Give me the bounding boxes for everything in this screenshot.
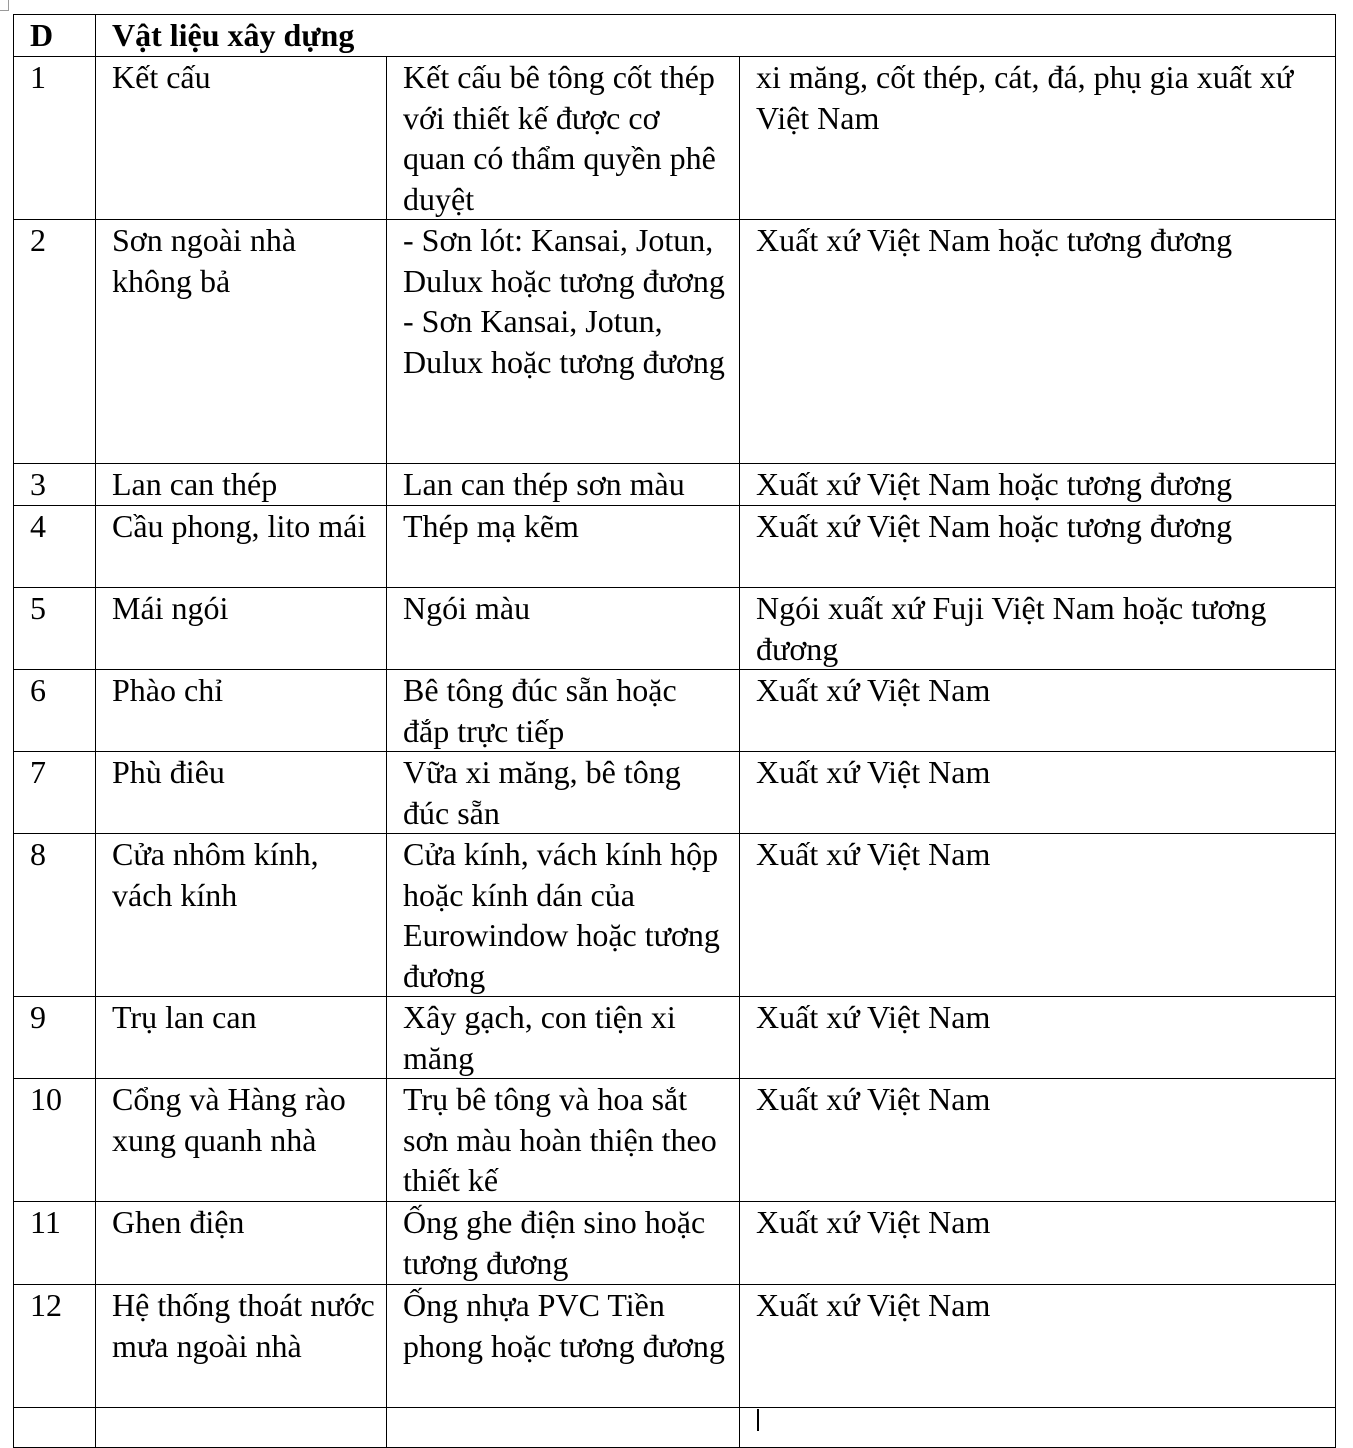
row-number[interactable]: 3 bbox=[14, 464, 96, 506]
row-number[interactable]: 11 bbox=[14, 1202, 96, 1285]
row-material[interactable]: Cửa kính, vách kính hộp hoặc kính dán của Eurowindow hoặc tương đương bbox=[387, 834, 740, 997]
row-item[interactable]: Mái ngói bbox=[96, 588, 387, 670]
header-section-title[interactable]: Vật liệu xây dựng bbox=[96, 15, 1336, 57]
row-number[interactable]: 1 bbox=[14, 57, 96, 220]
row-material[interactable]: Bê tông đúc sẵn hoặc đắp trực tiếp bbox=[387, 670, 740, 752]
table-header-row bbox=[14, 15, 1336, 57]
header-section-code[interactable]: D bbox=[14, 15, 96, 57]
row-item[interactable]: Phù điêu bbox=[96, 752, 387, 834]
row-origin[interactable]: Ngói xuất xứ Fuji Việt Nam hoặc tương đương bbox=[740, 588, 1336, 670]
row-material[interactable]: Trụ bê tông và hoa sắt sơn màu hoàn thiện theo thiết kế bbox=[387, 1079, 740, 1202]
table-row bbox=[14, 57, 1336, 220]
row-item[interactable]: Cổng và Hàng rào xung quanh nhà bbox=[96, 1079, 387, 1202]
row-origin[interactable]: Xuất xứ Việt Nam hoặc tương đương bbox=[740, 464, 1336, 506]
row-number[interactable]: 6 bbox=[14, 670, 96, 752]
table-row bbox=[14, 834, 1336, 997]
text-cursor bbox=[757, 1409, 759, 1431]
row-number[interactable]: 5 bbox=[14, 588, 96, 670]
row-number[interactable]: 4 bbox=[14, 506, 96, 588]
row-material[interactable]: Ống nhựa PVC Tiền phong hoặc tương đương bbox=[387, 1285, 740, 1408]
table-row bbox=[14, 997, 1336, 1079]
row-material[interactable]: Ống ghe điện sino hoặc tương đương bbox=[387, 1202, 740, 1285]
table-row bbox=[14, 464, 1336, 506]
table-row bbox=[14, 670, 1336, 752]
empty-cell[interactable] bbox=[96, 1408, 387, 1448]
row-item[interactable]: Trụ lan can bbox=[96, 997, 387, 1079]
page-corner-marker bbox=[0, 0, 9, 11]
row-item[interactable]: Lan can thép bbox=[96, 464, 387, 506]
row-material[interactable]: Thép mạ kẽm bbox=[387, 506, 740, 588]
row-origin[interactable]: Xuất xứ Việt Nam bbox=[740, 670, 1336, 752]
row-origin[interactable]: Xuất xứ Việt Nam bbox=[740, 834, 1336, 997]
row-item[interactable]: Cầu phong, lito mái bbox=[96, 506, 387, 588]
table-row bbox=[14, 506, 1336, 588]
material-line: - Sơn Kansai, Jotun, Dulux hoặc tương đương bbox=[403, 303, 725, 380]
row-origin[interactable]: Xuất xứ Việt Nam bbox=[740, 1079, 1336, 1202]
row-material[interactable]: Lan can thép sơn màu bbox=[387, 464, 740, 506]
table-row bbox=[14, 1285, 1336, 1408]
row-item[interactable]: Sơn ngoài nhà không bả bbox=[96, 220, 387, 464]
row-number[interactable]: 10 bbox=[14, 1079, 96, 1202]
row-number[interactable]: 9 bbox=[14, 997, 96, 1079]
row-item[interactable]: Phào chỉ bbox=[96, 670, 387, 752]
material-line: - Sơn lót: Kansai, Jotun, Dulux hoặc tương đương bbox=[403, 222, 725, 299]
table-row bbox=[14, 588, 1336, 670]
row-origin[interactable]: Xuất xứ Việt Nam bbox=[740, 1202, 1336, 1285]
row-item[interactable]: Kết cấu bbox=[96, 57, 387, 220]
table-row bbox=[14, 752, 1336, 834]
row-origin[interactable]: xi măng, cốt thép, cát, đá, phụ gia xuất xứ Việt Nam bbox=[740, 57, 1336, 220]
empty-cell[interactable] bbox=[740, 1408, 1336, 1448]
row-origin[interactable]: Xuất xứ Việt Nam bbox=[740, 997, 1336, 1079]
row-origin[interactable]: Xuất xứ Việt Nam hoặc tương đương bbox=[740, 220, 1336, 464]
row-item[interactable]: Cửa nhôm kính, vách kính bbox=[96, 834, 387, 997]
table-row-empty bbox=[14, 1408, 1336, 1448]
row-number[interactable]: 7 bbox=[14, 752, 96, 834]
row-origin[interactable]: Xuất xứ Việt Nam bbox=[740, 1285, 1336, 1408]
row-material[interactable] bbox=[387, 220, 740, 464]
row-item[interactable]: Ghen điện bbox=[96, 1202, 387, 1285]
table-row bbox=[14, 220, 1336, 464]
row-material[interactable]: Vữa xi măng, bê tông đúc sẵn bbox=[387, 752, 740, 834]
row-material[interactable]: Xây gạch, con tiện xi măng bbox=[387, 997, 740, 1079]
row-origin[interactable]: Xuất xứ Việt Nam bbox=[740, 752, 1336, 834]
row-number[interactable]: 2 bbox=[14, 220, 96, 464]
empty-cell[interactable] bbox=[387, 1408, 740, 1448]
table-row bbox=[14, 1202, 1336, 1285]
row-number[interactable]: 8 bbox=[14, 834, 96, 997]
row-origin[interactable]: Xuất xứ Việt Nam hoặc tương đương bbox=[740, 506, 1336, 588]
row-material[interactable]: Kết cấu bê tông cốt thép với thiết kế được cơ quan có thẩm quyền phê duyệt bbox=[387, 57, 740, 220]
row-item[interactable]: Hệ thống thoát nước mưa ngoài nhà bbox=[96, 1285, 387, 1408]
row-number[interactable]: 12 bbox=[14, 1285, 96, 1408]
row-material[interactable]: Ngói màu bbox=[387, 588, 740, 670]
materials-table bbox=[13, 14, 1336, 1448]
table-row bbox=[14, 1079, 1336, 1202]
empty-cell[interactable] bbox=[14, 1408, 96, 1448]
